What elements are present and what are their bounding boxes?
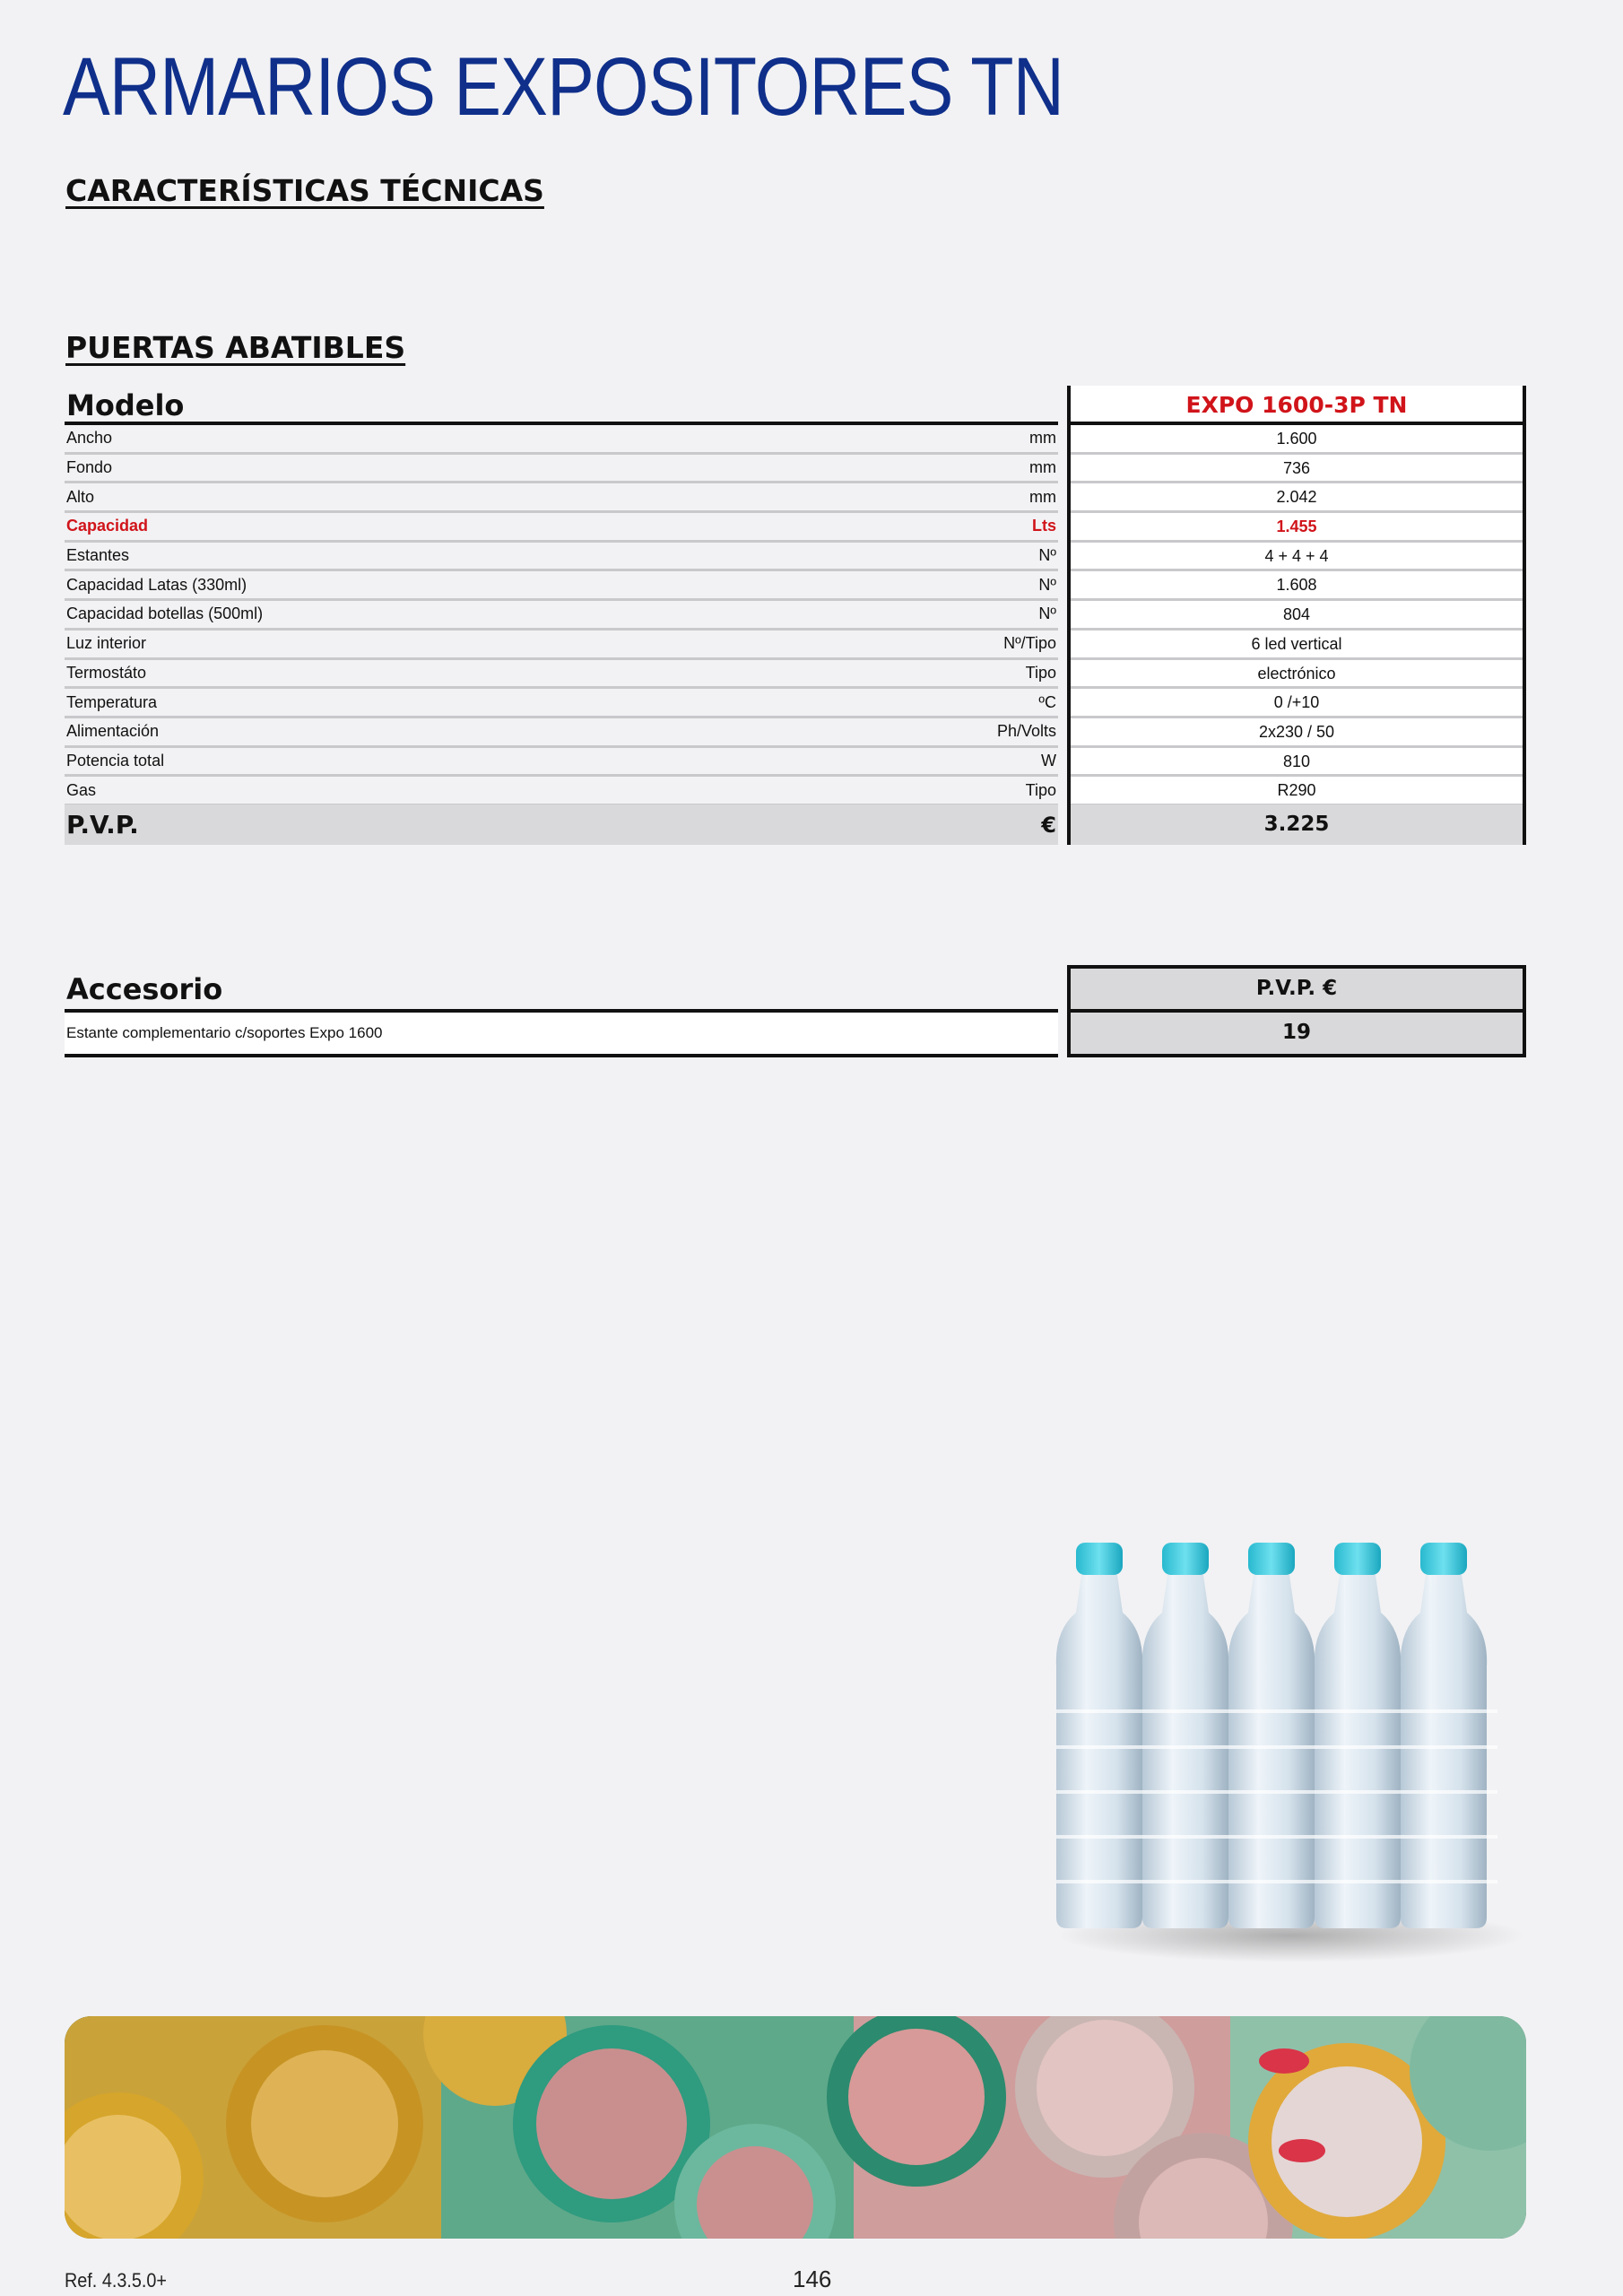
spec-row-unit: Nº <box>1038 546 1056 565</box>
spec-row-label: Potencia total <box>66 751 165 770</box>
spec-value: 0 /+10 <box>1071 689 1523 718</box>
spec-row-unit: mm <box>1029 458 1056 477</box>
spec-row <box>65 571 1058 601</box>
page-number: 146 <box>793 2266 832 2292</box>
spec-row <box>65 777 1058 806</box>
accessory-row-price: 19 <box>1067 1013 1526 1057</box>
spec-row-label: Termostáto <box>66 663 147 682</box>
spec-row-unit: mm <box>1029 487 1056 506</box>
spec-value: 2.042 <box>1071 483 1523 513</box>
water-bottles-image <box>1049 1541 1524 1962</box>
spec-row-label: Temperatura <box>66 692 158 711</box>
spec-row <box>65 718 1058 748</box>
spec-row-label: Alimentación <box>66 722 160 741</box>
spec-row-label: Estantes <box>66 546 130 565</box>
spec-row-label: Fondo <box>66 458 113 477</box>
spec-value: 2x230 / 50 <box>1071 718 1523 748</box>
spec-row-unit: Nº/Tipo <box>1003 634 1056 653</box>
spec-value: 804 <box>1071 601 1523 631</box>
spec-value: 1.608 <box>1071 571 1523 601</box>
spec-row-highlight <box>65 513 1058 543</box>
spec-row-unit: ºC <box>1038 692 1056 711</box>
spec-row-label: Capacidad botellas (500ml) <box>66 604 264 623</box>
pvp-value: 3.225 <box>1067 804 1526 845</box>
spec-row-label: Luz interior <box>66 634 147 653</box>
pvp-label: P.V.P. <box>66 810 139 839</box>
spec-row-unit: mm <box>1029 429 1056 448</box>
spec-value: 1.600 <box>1071 425 1523 455</box>
spec-value: 6 led vertical <box>1071 631 1523 660</box>
spec-value: R290 <box>1071 777 1523 806</box>
spec-row-unit: Ph/Volts <box>996 722 1056 741</box>
spec-model-name: EXPO 1600-3P TN <box>1067 386 1526 425</box>
spec-row <box>65 631 1058 660</box>
spec-value: 4 + 4 + 4 <box>1071 543 1523 572</box>
spec-row <box>65 543 1058 572</box>
spec-row <box>65 748 1058 778</box>
spec-row-label: Capacidad <box>66 517 149 535</box>
spec-value: 736 <box>1071 455 1523 484</box>
spec-row-unit: Nº <box>1038 604 1056 623</box>
spec-rows-right <box>1067 425 1526 806</box>
spec-value: 810 <box>1071 748 1523 778</box>
spec-row-unit: Lts <box>1032 517 1056 535</box>
spec-rows-left <box>65 425 1058 806</box>
accessory-header-label: Accesorio <box>65 969 1058 1013</box>
spec-row-label: Gas <box>66 780 97 799</box>
spec-value-highlight: 1.455 <box>1071 513 1523 543</box>
spec-header-label: Modelo <box>65 386 1058 425</box>
spec-row-unit: Nº <box>1038 575 1056 594</box>
accessory-price-header: P.V.P. € <box>1067 965 1526 1013</box>
spec-row-unit: Tipo <box>1025 780 1056 799</box>
spec-row-label: Capacidad Latas (330ml) <box>66 575 247 594</box>
section-doors-heading: PUERTAS ABATIBLES <box>65 330 406 365</box>
cans-photo <box>65 2016 1526 2239</box>
spec-row <box>65 425 1058 455</box>
spec-row <box>65 483 1058 513</box>
page-title: ARMARIOS EXPOSITORES TN <box>63 41 1063 133</box>
reference-code: Ref. 4.3.5.0+ <box>65 2269 167 2292</box>
bottle-group <box>1056 1543 1497 1928</box>
spec-row-label: Ancho <box>66 429 113 448</box>
spec-row <box>65 601 1058 631</box>
spec-row <box>65 689 1058 718</box>
spec-row-unit: W <box>1041 751 1056 770</box>
pvp-row <box>65 804 1058 845</box>
pvp-unit: € <box>1041 812 1056 838</box>
spec-row <box>65 455 1058 484</box>
spec-value: electrónico <box>1071 660 1523 690</box>
spec-row-unit: Tipo <box>1025 663 1056 682</box>
section-technical-heading: CARACTERÍSTICAS TÉCNICAS <box>65 173 544 208</box>
accessory-row-label: Estante complementario c/soportes Expo 1600 <box>65 1013 1058 1057</box>
spec-row-label: Alto <box>66 487 95 506</box>
spec-row <box>65 660 1058 690</box>
